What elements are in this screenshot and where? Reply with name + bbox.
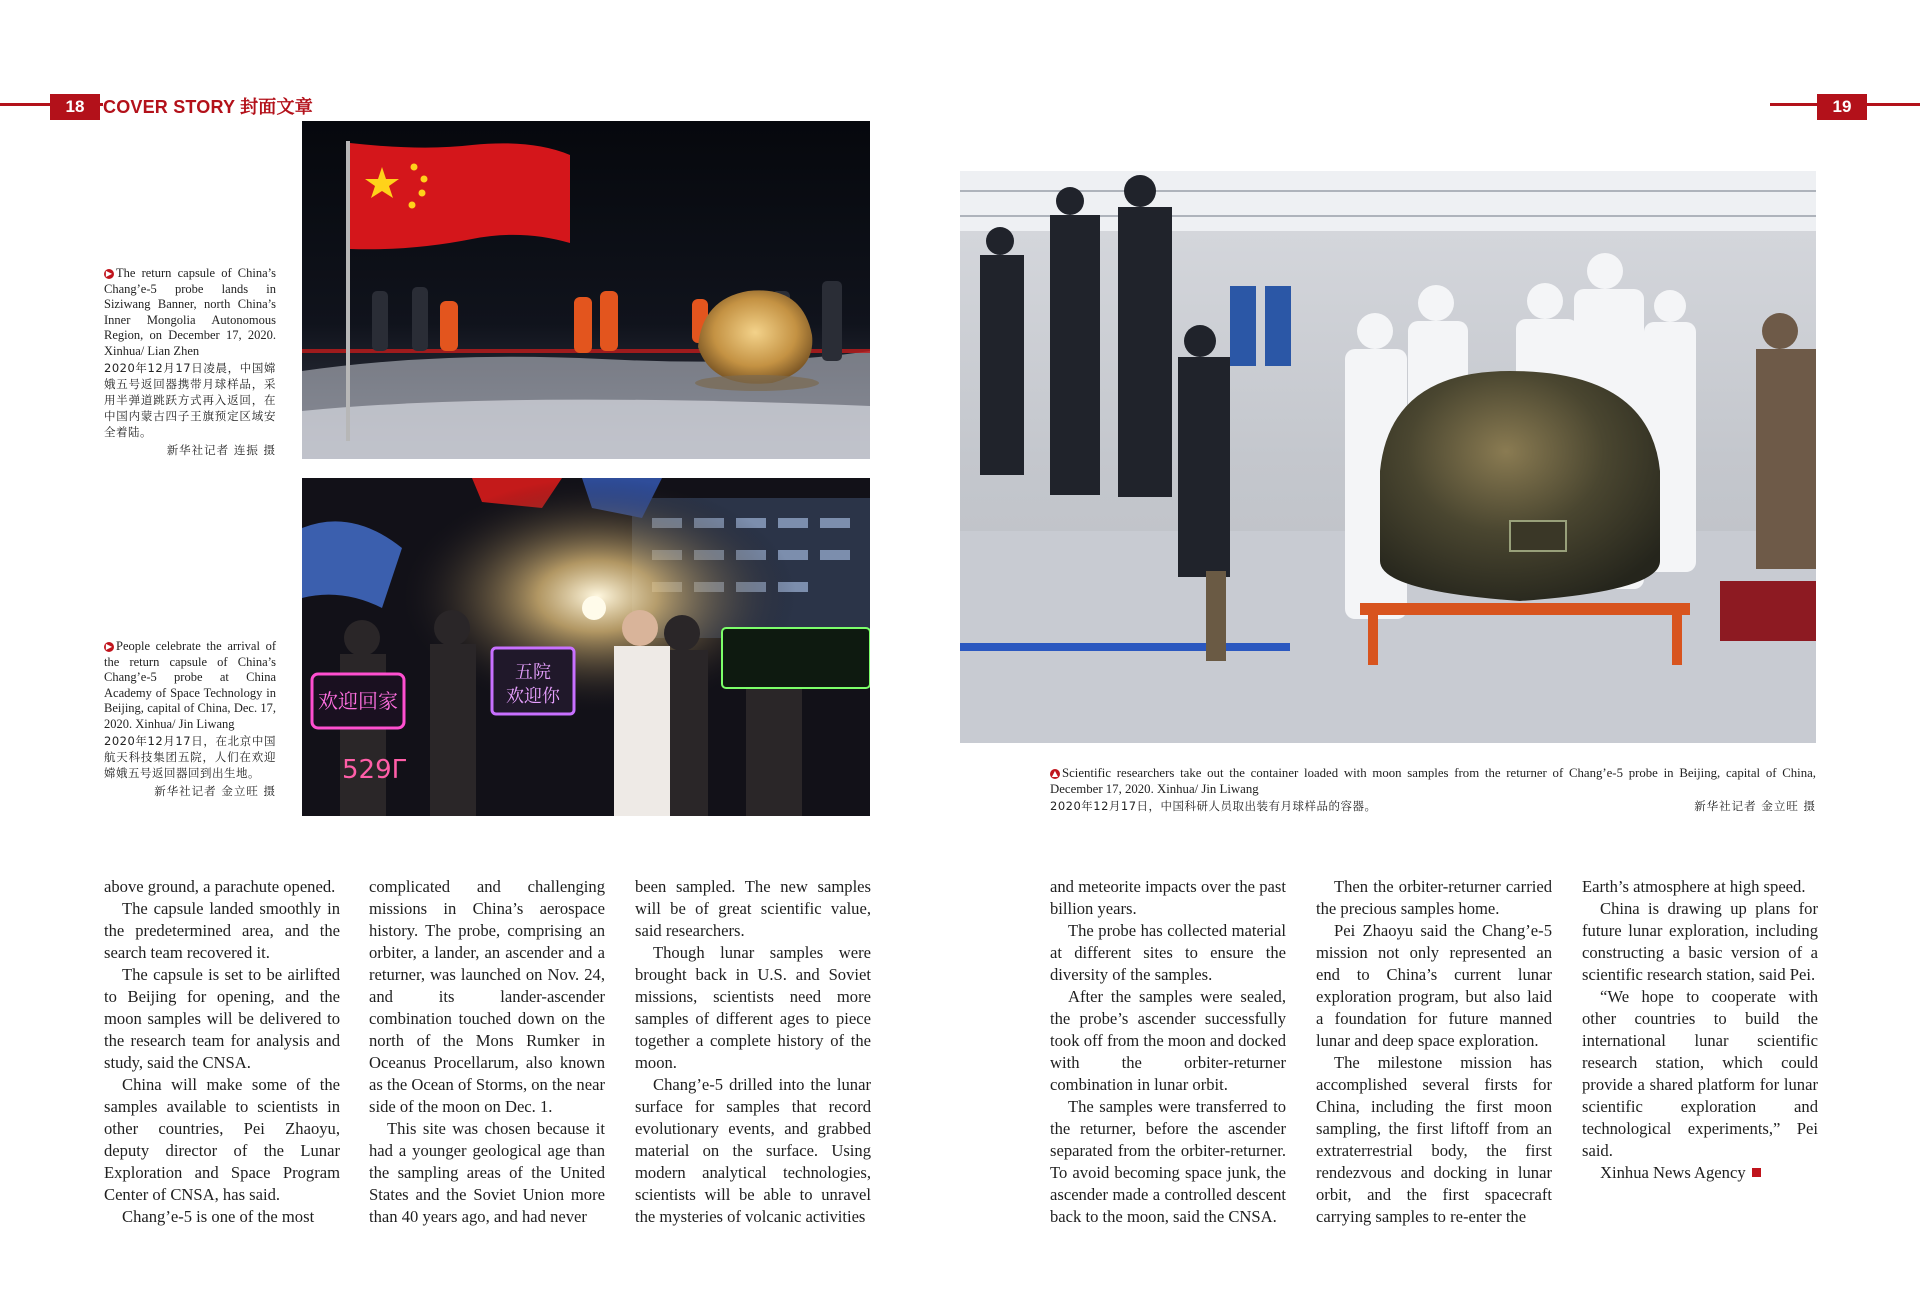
article-paragraph: The probe has collected material at different sites to ensure the diversity of the samples. [1050,921,1286,984]
article-paragraph: Pei Zhaoyu said the Chang’e-5 mission not only represented an end to China’s current lunar exploration program, but also laid a foundation for future manned lunar and deep space exploration. [1316,921,1552,1050]
lab-caption-zh: 2020年12月17日，中国科研人员取出装有月球样品的容器。 [1050,799,1377,814]
caption-bullet-icon: ▲ [1051,769,1059,778]
article-paragraph: complicated and challenging missions in China’s aerospace history. The probe, comprising an orbiter, a lander, an ascender and a returner, was launched on Nov. 24, and its lander-ascender combination touched down on the north of the Mons Rumker in Oceanus Procellarum, also known as the Ocean of Storms, on the near side of the moon on Dec. 1. [369,877,605,1116]
article-signoff [1582,1162,1818,1184]
article-column-2 [369,876,605,1228]
svg-text:欢迎回家: 欢迎回家 [318,689,398,713]
article-paragraph: The capsule is set to be airlifted to Beijing for opening, and the moon samples will be delivered to the research team for analysis and study, said the CNSA. [104,965,340,1072]
article-byline: Xinhua News Agency [1600,1163,1746,1182]
landing-caption-credit: 新华社记者 连振 摄 [166,442,276,457]
article-paragraph: “We hope to cooperate with other countries to build the international lunar scientific research station, which could provide a shared platform for lunar scientific exploration and technological experiments,” Pei said. [1582,987,1818,1160]
article-column-4 [1050,876,1286,1228]
landing-caption [104,266,276,458]
section-title: COVER STORY 封面文章 [103,94,319,120]
article-paragraph: Then the orbiter-returner carried the precious samples home. [1316,877,1552,918]
lab-caption-en: Scientific researchers take out the container loaded with moon samples from the returner of Chang’e-5 probe in Beijing, capital of China, December 17, 2020. Xinhua/ Jin Liwang [1050,766,1816,796]
right-page-number: 19 [1817,94,1867,120]
left-page-number: 18 [50,94,100,120]
celebration-caption [104,639,276,799]
article-paragraph: This site was chosen because it had a younger geological age than the sampling areas of the United States and the Soviet Union more than 40 years ago, and had never [369,1119,605,1226]
end-mark-icon [1752,1168,1761,1177]
lab-photo [960,171,1816,743]
article-paragraph: After the samples were sealed, the probe’s ascender successfully took off from the moon and docked with the orbiter-returner combination in lunar orbit. [1050,987,1286,1094]
article-paragraph: Chang’e-5 drilled into the lunar surface for samples that record evolutionary events, and grabbed material on the surface. Using modern analytical technologies, scientists will be able to unravel the mysteries of volcanic activities [635,1075,871,1226]
article-paragraph: been sampled. The new samples will be of great scientific value, said researchers. [635,877,871,940]
celebration-photo [302,478,870,816]
article-column-3 [635,876,871,1228]
svg-text:五院: 五院 [515,662,551,683]
landing-photo [302,121,870,459]
article-paragraph: China is drawing up plans for future lunar exploration, including constructing a basic version of a scientific research station, said Pei. [1582,899,1818,984]
lab-caption-credit: 新华社记者 金立旺 摄 [1694,799,1816,814]
svg-text:529Γ: 529Γ [342,755,407,785]
landing-caption-en: The return capsule of China’s Chang’e-5 probe lands in Siziwang Banner, north China’s Inner Mongolia Autonomous Region, on December 17, 2020. Xinhua/ Lian Zhen [104,266,276,358]
landing-caption-zh: 2020年12月17日凌晨，中国嫦娥五号返回器携带月球样品，采用半弹道跳跃方式再入返回，在中国内蒙古四子王旗预定区域安全着陆。 [104,360,276,439]
celebration-caption-credit: 新华社记者 金立旺 摄 [154,783,276,798]
article-paragraph: The capsule landed smoothly in the predetermined area, and the search team recovered it. [104,899,340,962]
lab-caption [1050,766,1816,815]
article-paragraph: Earth’s atmosphere at high speed. [1582,877,1806,896]
article-paragraph: and meteorite impacts over the past billion years. [1050,877,1286,918]
article-column-5 [1316,876,1552,1228]
article-paragraph: The milestone mission has accomplished several firsts for China, including the first moon sampling, the first liftoff from an extraterrestrial body, the first rendezvous and docking in lunar orbit, and the first spacecraft carrying samples to re-enter the [1316,1053,1552,1226]
article-column-6 [1582,876,1818,1184]
svg-text:欢迎你: 欢迎你 [506,686,560,707]
caption-bullet-icon: ▶ [105,269,113,278]
caption-bullet-icon: ▶ [105,642,113,651]
article-paragraph: China will make some of the samples available to scientists in other countries, Pei Zhaoyu, deputy director of the Lunar Exploration and Space Program Center of CNSA, has said. [104,1075,340,1204]
celebration-caption-en: People celebrate the arrival of the return capsule of China’s Chang’e-5 probe at China Academy of Space Technology in Beijing, capital of China, Dec. 17, 2020. Xinhua/ Jin Liwang [104,639,276,731]
celebration-caption-zh: 2020年12月17日，在北京中国航天科技集团五院，人们在欢迎嫦娥五号返回器回到出生地。 [104,733,276,780]
article-paragraph: Though lunar samples were brought back in U.S. and Soviet missions, scientists need more samples of different ages to piece together a complete history of the moon. [635,943,871,1072]
article-column-1 [104,876,340,1228]
article-paragraph: The samples were transferred to the returner, before the ascender separated from the orbiter-returner. To avoid becoming space junk, the ascender made a controlled descent back to the moon, said the CNSA. [1050,1097,1286,1226]
article-paragraph: Chang’e-5 is one of the most [122,1207,315,1226]
article-paragraph: above ground, a parachute opened. [104,877,336,896]
